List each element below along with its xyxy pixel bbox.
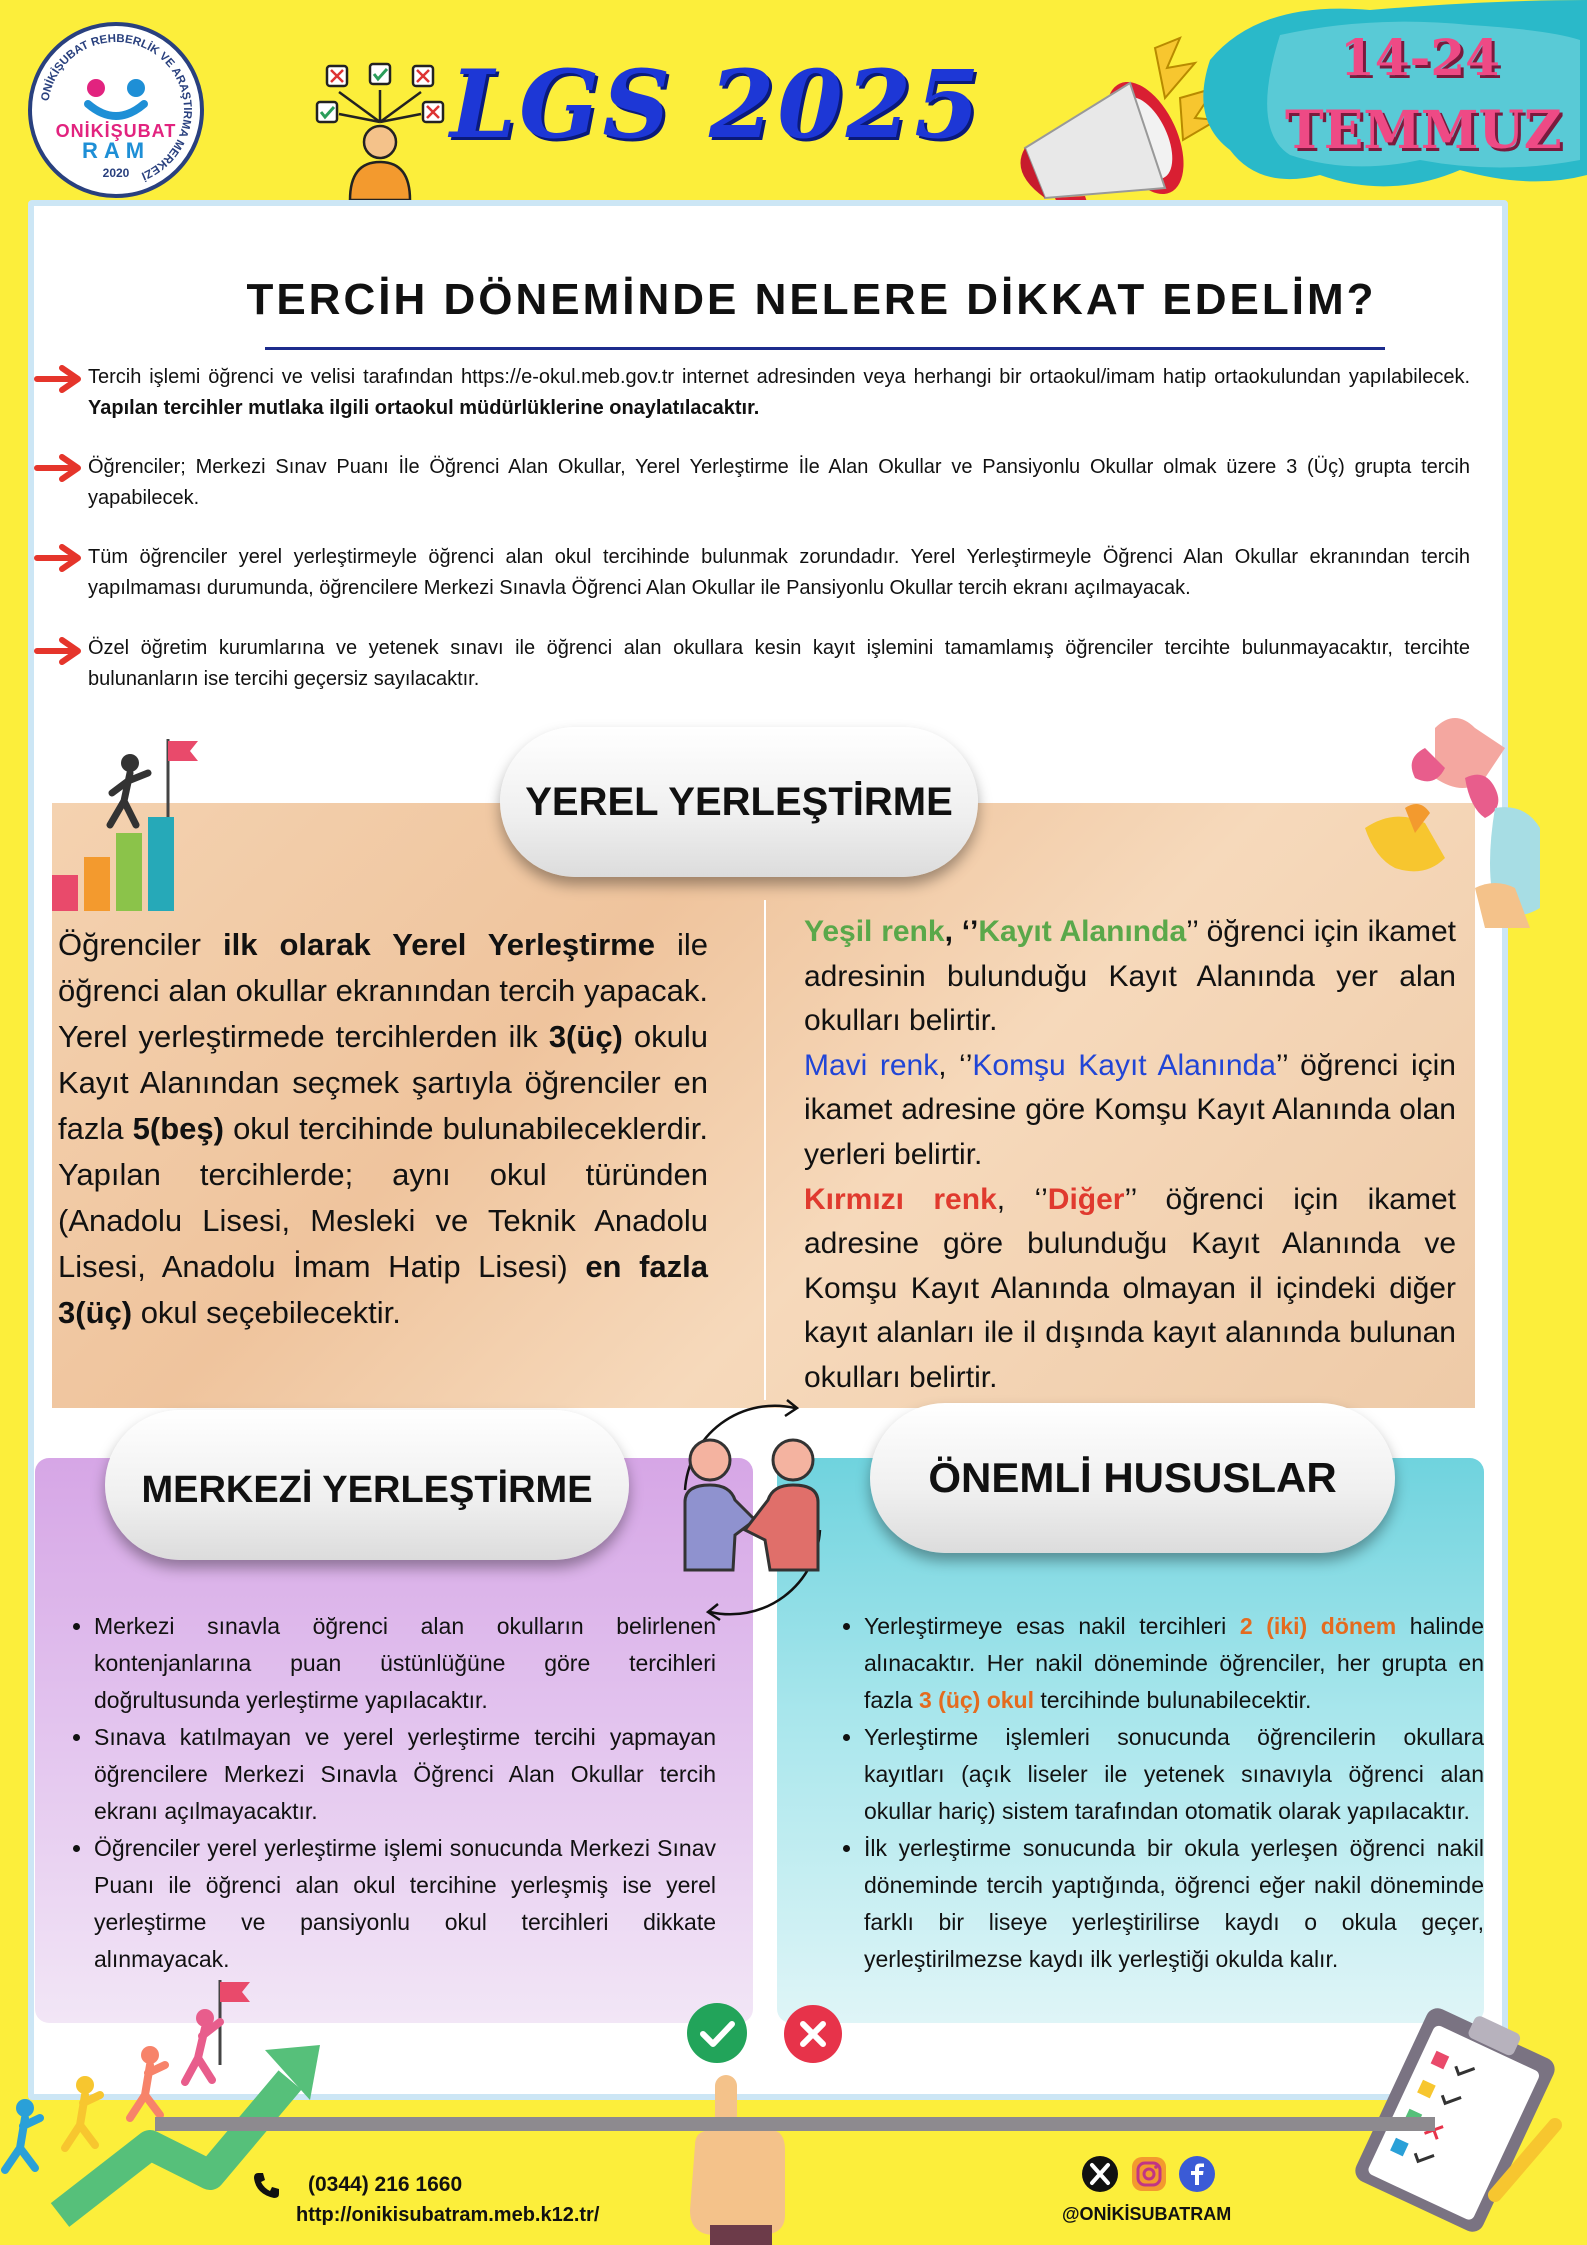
rule-item: Özel öğretim kurumlarına ve yetenek sınavı ile öğrenci alan okullara kesin kayıt işlemini tamamlamış öğrenciler tercihte bulunmayacaktır, tercihte bulunanların ise tercihi geçersiz sayılacaktır. <box>88 637 1470 690</box>
logo-year: 2020 <box>102 166 130 180</box>
yerel-right-text: Yeşil renk, ‘’Kayıt Alanında’’ öğrenci için ikamet adresinin bulunduğu Kayıt Alanında yer alan okulları belirtir. Mavi renk, ‘’Komşu Kayıt Alanında’’ öğrenci için ikamet adresine göre Komşu Kayıt Alanında olan yerleri belirtir. Kırmızı renk, ‘’Diğer’’ öğrenci için ikamet adresine göre bulunduğu Kayıt Alanında ve Komşu Kayıt Alanında olmayan il içindeki diğer kayıt alanları ile il dışında kayıt alanında bulunan okulları belirtir. <box>804 915 1456 1394</box>
date-range: 14-24 <box>1340 28 1500 87</box>
puzzle-hands-icon <box>1345 708 1545 933</box>
date-month: TEMMUZ <box>1285 100 1562 161</box>
check-icon <box>686 2002 748 2064</box>
list-item: • Yerleştirme işlemleri sonucunda öğrencilerin okullara kayıtları (açık liseler ile yetenek sınavıyla öğrenci alan okullar hariç) sistem tarafından otomatik olarak yapılacaktır. <box>864 1719 1484 1830</box>
onemli-list <box>836 1608 1484 1978</box>
list-item: • Merkezi sınavla öğrenci alan okulların belirlenen kontenjanlarına puan üstünlüğüne göre tercihleri doğrultusunda yerleştirme yapılacaktır. <box>94 1608 716 1719</box>
list-item: • Öğrenciler yerel yerleştirme işlemi sonucunda Merkezi Sınav Puanı ile öğrenci alan okul tercihine yerleşmiş ise yerel yerleştirme ve pansiyonlu okul tercihleri dikkate alınmayacak. <box>94 1830 716 1978</box>
merkezi-list <box>66 1608 716 1978</box>
instagram-icon[interactable] <box>1130 2155 1168 2193</box>
red-arrow-icon <box>34 453 84 483</box>
intro-heading: TERCİH DÖNEMİNDE NELERE DİKKAT EDELİM? <box>246 275 1377 324</box>
rule-item: Tercih işlemi öğrenci ve velisi tarafından https://e-okul.meb.gov.tr internet adresinden veya herhangi bir ortaokul/imam hatip ortaokulundan yapılabilecek. Yapılan tercihler mutlaka ilgili ortaokul müdürlüklerine onaylatılacaktır. <box>88 366 1470 419</box>
rule-item: Tüm öğrenciler yerel yerleştirmeyle öğrenci alan okul tercihinde bulunmak zorundadır. Yerel Yerleştirmeyle Öğrenci Alan Okullar ekranından tercih yapılmaması durumunda, öğrencilere Merkezi Sınavla Öğrenci Alan Okullar ile Pansiyonlu Okullar tercih ekranı açılmayacak. <box>88 546 1470 599</box>
rule-item: Öğrenciler; Merkezi Sınav Puanı İle Öğrenci Alan Okullar, Yerel Yerleştirme İle Alan Okullar ve Pansiyonlu Okullar olmak üzere 3 (Üç) grupta tercih yapabilecek. <box>88 456 1470 509</box>
handshake-icon <box>645 1390 860 1630</box>
merkezi-title-pill: MERKEZİ YERLEŞTİRME <box>105 1410 629 1560</box>
footer-bar <box>155 2117 1435 2131</box>
red-arrow-icon <box>34 543 84 573</box>
yerel-left-text: Öğrenciler ilk olarak Yerel Yerleştirme ile öğrenci alan okullar ekranından tercih yapacak. Yerel yerleştirmede tercihlerden ilk 3(üç) okulu Kayıt Alanından seçmek şartıyla öğrenciler en fazla 5(beş) okul tercihinde bulunabileceklerdir. Yapılan tercihlerde; aynı okul türünden (Anadolu Lisesi, Mesleki ve Teknik Anadolu Lisesi, Anadolu İmam Hatip Lisesi) en fazla 3(üç) okul seçebilecektir. <box>58 927 708 1330</box>
choice-person-icon <box>315 62 445 202</box>
stairs-flag-icon <box>50 735 210 915</box>
social-handle[interactable]: @ONİKİSUBATRAM <box>1062 2204 1232 2224</box>
website-link[interactable]: http://onikisubatram.meb.k12.tr/ <box>296 2204 600 2226</box>
growth-arrow-icon <box>0 1960 330 2245</box>
phone-icon <box>252 2170 282 2200</box>
yerel-divider <box>764 900 766 1400</box>
heading-underline <box>265 347 1385 350</box>
ram-logo <box>28 22 204 198</box>
red-arrow-icon <box>34 636 84 666</box>
logo-ring-text: ONİKİŞUBAT REHBERLİK VE ARAŞTIRMA MERKEZİ <box>39 32 194 182</box>
onemli-title-pill: ÖNEMLİ HUSUSLAR <box>870 1403 1395 1553</box>
logo-name-top: ONİKİŞUBAT <box>55 121 177 141</box>
list-item: • İlk yerleştirme sonucunda bir okula yerleşen öğrenci nakil döneminde tercih yaptığında, öğrenci eğer nakil döneminde farklı bir liseye yerleştirilirse kaydı o okula geçer, yerleştirilmezse kaydı ilk yerleştiği okulda kalır. <box>864 1830 1484 1978</box>
yerel-title-pill: YEREL YERLEŞTİRME <box>500 727 978 877</box>
red-arrow-icon <box>34 364 84 394</box>
facebook-icon[interactable] <box>1178 2155 1216 2193</box>
x-icon[interactable] <box>1081 2155 1119 2193</box>
logo-name-bottom: RAM <box>81 138 151 163</box>
cross-icon <box>783 2004 843 2064</box>
page-title: LGS 2025 <box>450 50 983 160</box>
pointing-hand-icon <box>680 2075 790 2245</box>
phone-number: (0344) 216 1660 <box>308 2173 463 2196</box>
list-item: • Sınava katılmayan ve yerel yerleştirme tercihi yapmayan öğrencilere Merkezi Sınavla Öğrenci Alan Okullar tercih ekranı açılmayacaktır. <box>94 1719 716 1830</box>
list-item: • Yerleştirmeye esas nakil tercihleri 2 (iki) dönem halinde alınacaktır. Her nakil döneminde öğrenciler, her grupta en fazla 3 (üç) okul tercihinde bulunabilecektir. <box>864 1608 1484 1719</box>
